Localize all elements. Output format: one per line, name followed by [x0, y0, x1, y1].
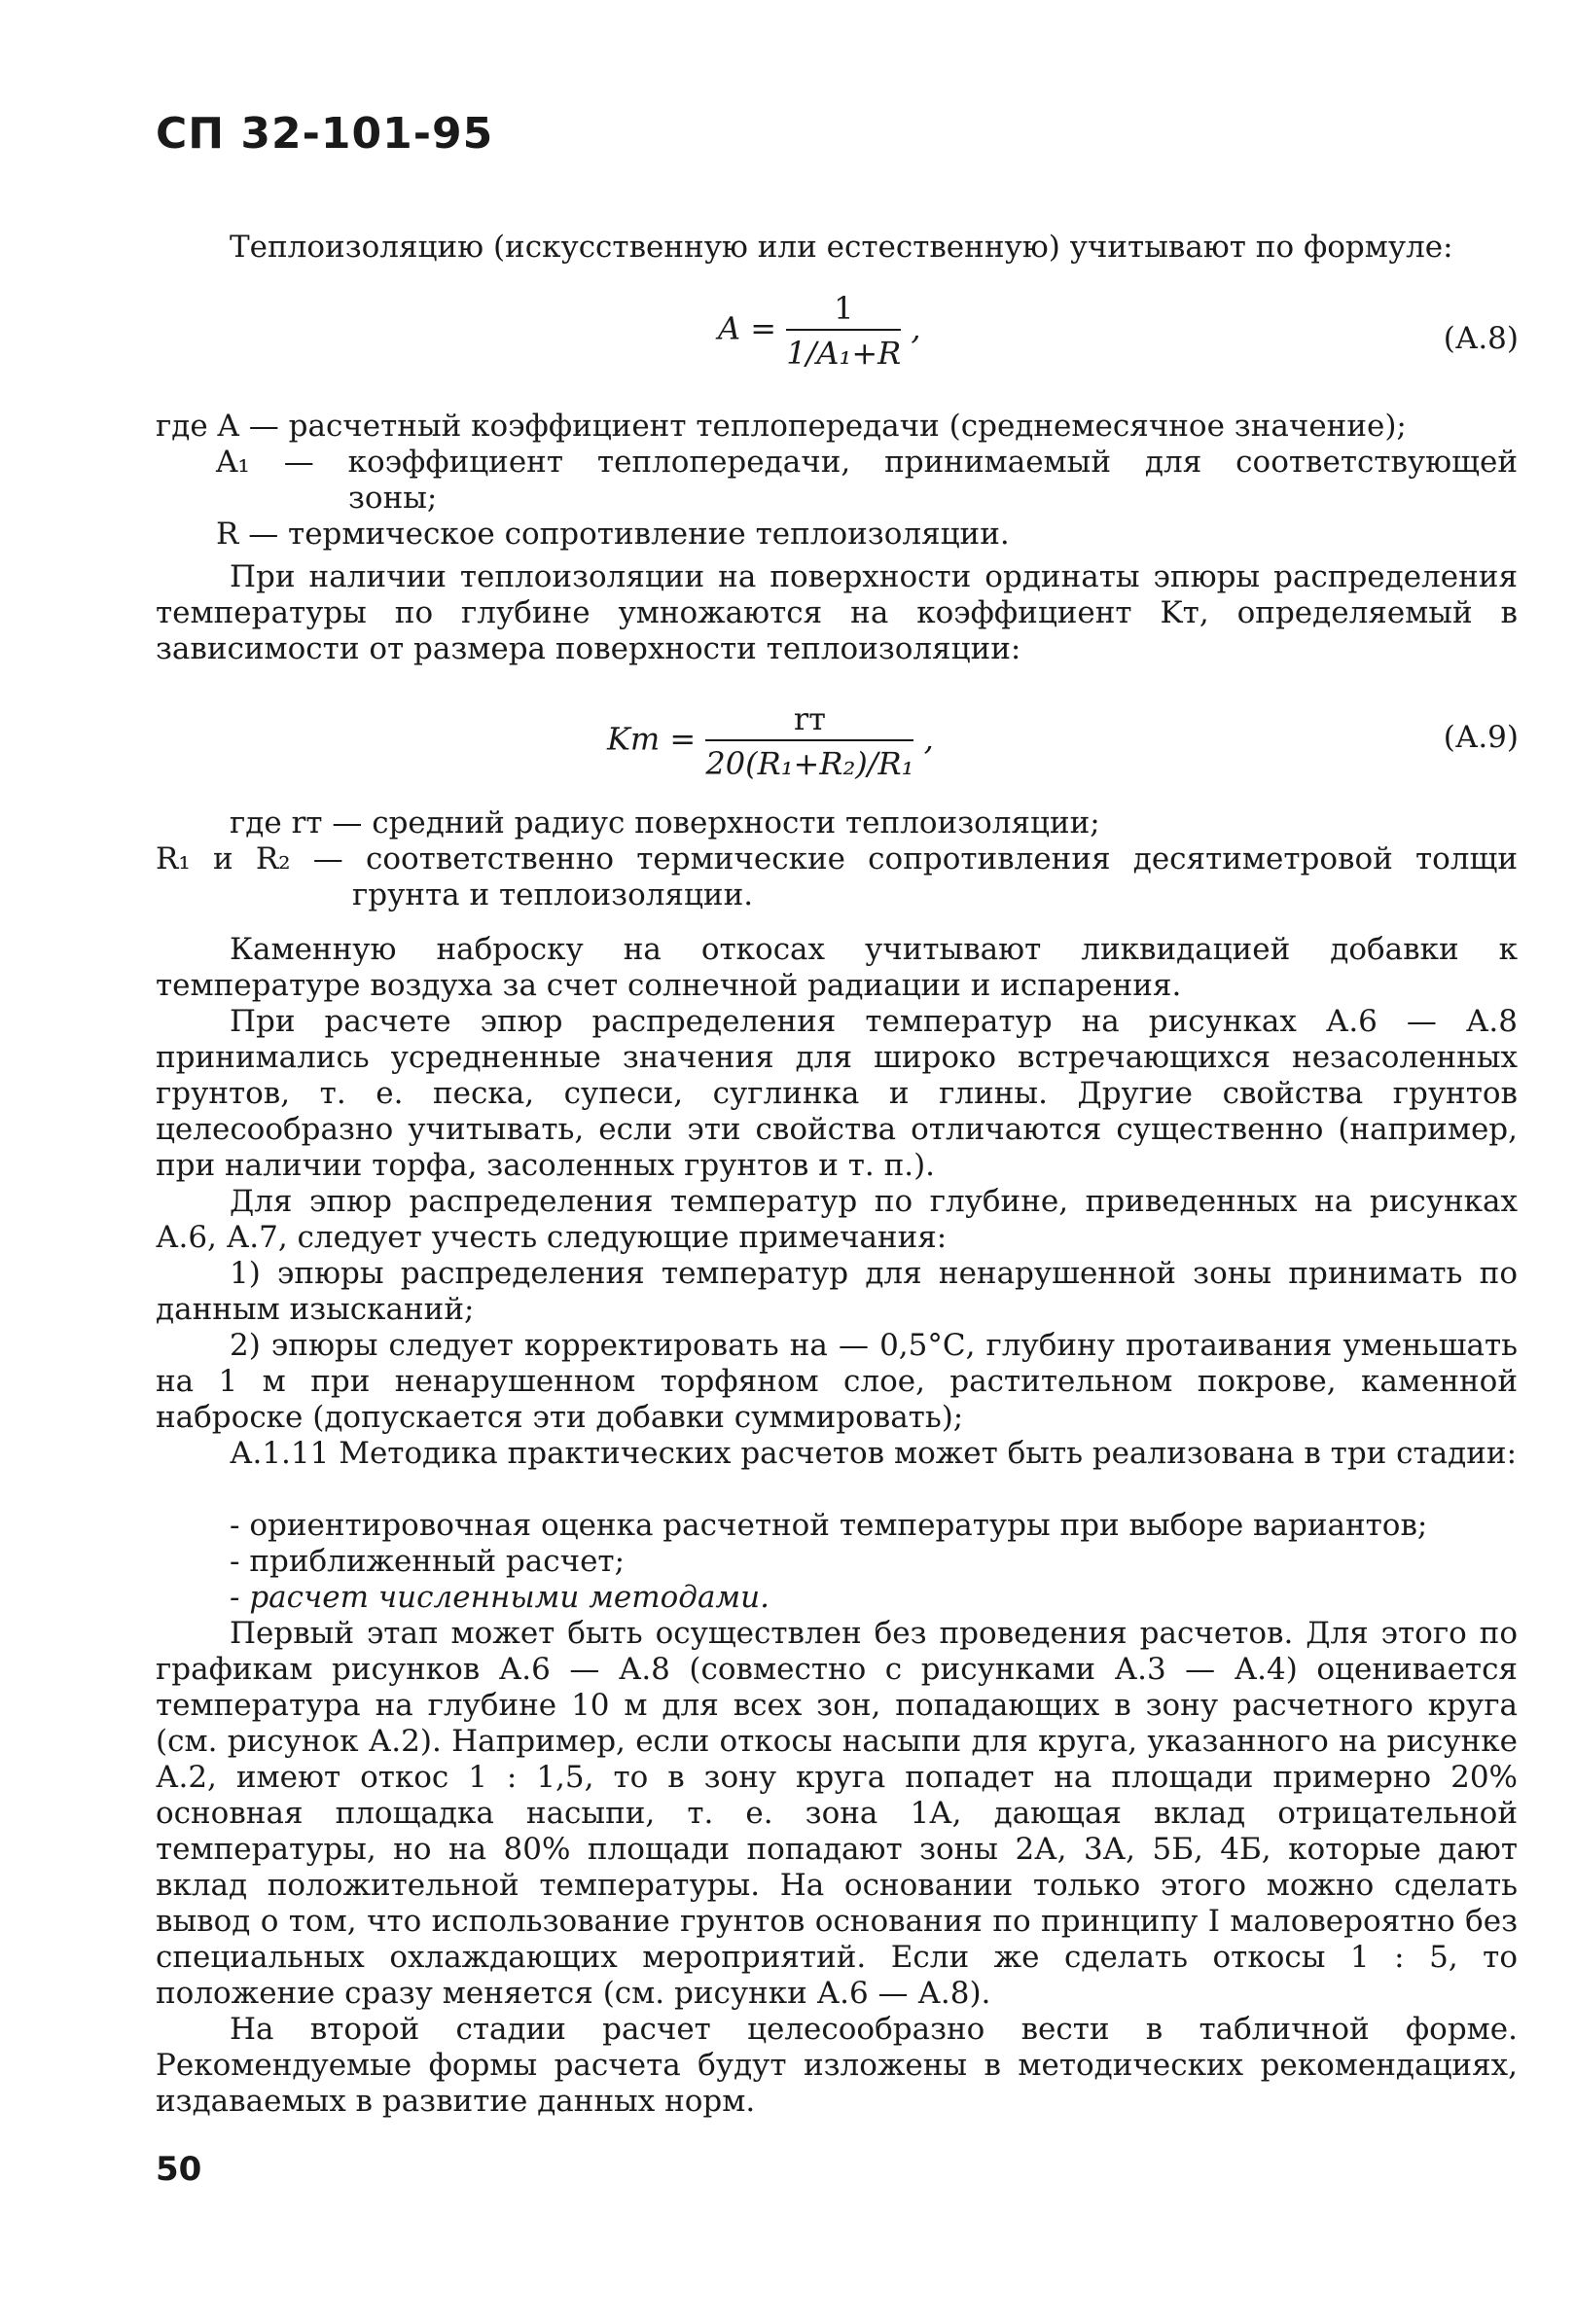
paragraph: 1) эпюры распределения температур для ненарушенной зоны принимать по данным изысканий; [156, 1256, 1518, 1327]
formula-a9-numerator: rт [705, 700, 913, 741]
formula-a8-lhs: A = [718, 309, 777, 347]
paragraph-kt: При наличии теплоизоляции на поверхности ординаты эпюры распределения температуры по глубине умножаются на коэффициент Kт, определяемый в зависимости от размера поверхности теплоизоляции: [156, 559, 1518, 666]
paragraph: Каменную наброску на откосах учитывают ликвидацией добавки к температуре воздуха за счет солнечной радиации и испарения. [156, 932, 1518, 1003]
page-number: 50 [156, 2150, 202, 2189]
where-a9-line: где rт — средний радиус поверхности теплоизоляции; [230, 805, 1100, 840]
where-a8-line: R — термическое сопротивление теплоизоляции. [216, 517, 1010, 552]
paragraph: На второй стадии расчет целесообразно вести в табличной форме. Рекомендуемые формы расчета будут изложены в методических рекомендациях, издаваемых в развитие данных норм. [156, 2012, 1518, 2119]
where-a9-line: грунта и теплоизоляции. [352, 877, 754, 912]
where-a8-line: A₁ — коэффициент теплопередачи, принимаемый для соответствующей [216, 445, 1518, 480]
stage-item: - ориентировочная оценка расчетной температуры при выборе вариантов; [230, 1508, 1428, 1543]
formula-a8-label: (А.8) [1443, 321, 1519, 356]
where-a9-line: R₁ и R₂ — соответственно термические сопротивления десятиметровой толщи [156, 841, 1518, 876]
formula-a8-denominator: 1/A₁+R [786, 335, 902, 372]
formula-a9-tail: , [923, 720, 934, 758]
formula-a8 [718, 290, 921, 372]
paragraph: 2) эпюры следует корректировать на — 0,5°С, глубину протаивания уменьшать на 1 м при ненарушенном торфяном слое, растительном покрове, каменной наброске (допускается эти добавки суммировать); [156, 1328, 1518, 1435]
paragraph: Первый этап может быть осуществлен без проведения расчетов. Для этого по графикам рисунков А.6 — А.8 (совместно с рисунками А.3 — А.4) оценивается температура на глубине 10 м для всех зон, попадающих в зону расчетного круга (см. рисунок А.2). Например, если откосы насыпи для круга, указанного на рисунке А.2, имеют откос 1 : 1,5, то в зону круга попадет на площади примерно 20% основная площадка насыпи, т. е. зона 1А, дающая вклад отрицательной температуры, но на 80% площади попадают зоны 2А, 3А, 5Б, 4Б, которые дают вклад положительной температуры. На основании только этого можно сделать вывод о том, что использование грунтов основания по принципу I маловероятно без специальных охлаждающих мероприятий. Если же сделать откосы 1 : 5, то положение сразу меняется (см. рисунки А.6 — А.8). [156, 1616, 1518, 2011]
intro-text: Теплоизоляцию (искусственную или естественную) учитывают по формуле: [230, 230, 1453, 265]
formula-a9-fraction [705, 700, 913, 782]
paragraph: А.1.11 Методика практических расчетов может быть реализована в три стадии: [230, 1436, 1518, 1471]
where-a8-line: зоны; [348, 481, 438, 516]
formula-a9-label: (А.9) [1443, 720, 1519, 755]
formula-a9-denominator: 20(R₁+R₂)/R₁ [705, 745, 914, 782]
paragraph: Для эпюр распределения температур по глубине, приведенных на рисунках А.6, А.7, следует учесть следующие примечания: [156, 1184, 1518, 1255]
stage-item: - приближенный расчет; [230, 1544, 626, 1579]
formula-a9-lhs: Kт = [607, 720, 697, 758]
formula-a9 [607, 700, 934, 782]
stage-item: - расчет численными методами. [230, 1580, 770, 1615]
where-a8-line: где A — расчетный коэффициент теплопередачи (среднемесячное значение); [156, 409, 1407, 444]
formula-a8-numerator: 1 [786, 290, 901, 331]
formula-a8-fraction [786, 290, 901, 372]
document-code: СП 32-101-95 [156, 109, 494, 159]
formula-a8-tail: , [911, 309, 921, 347]
paragraph: При расчете эпюр распределения температур на рисунках А.6 — А.8 принимались усредненные значения для широко встречающихся незасоленных грунтов, т. е. песка, супеси, суглинка и глины. Другие свойства грунтов целесообразно учитывать, если эти свойства отличаются существенно (например, при наличии торфа, засоленных грунтов и т. п.). [156, 1004, 1518, 1183]
